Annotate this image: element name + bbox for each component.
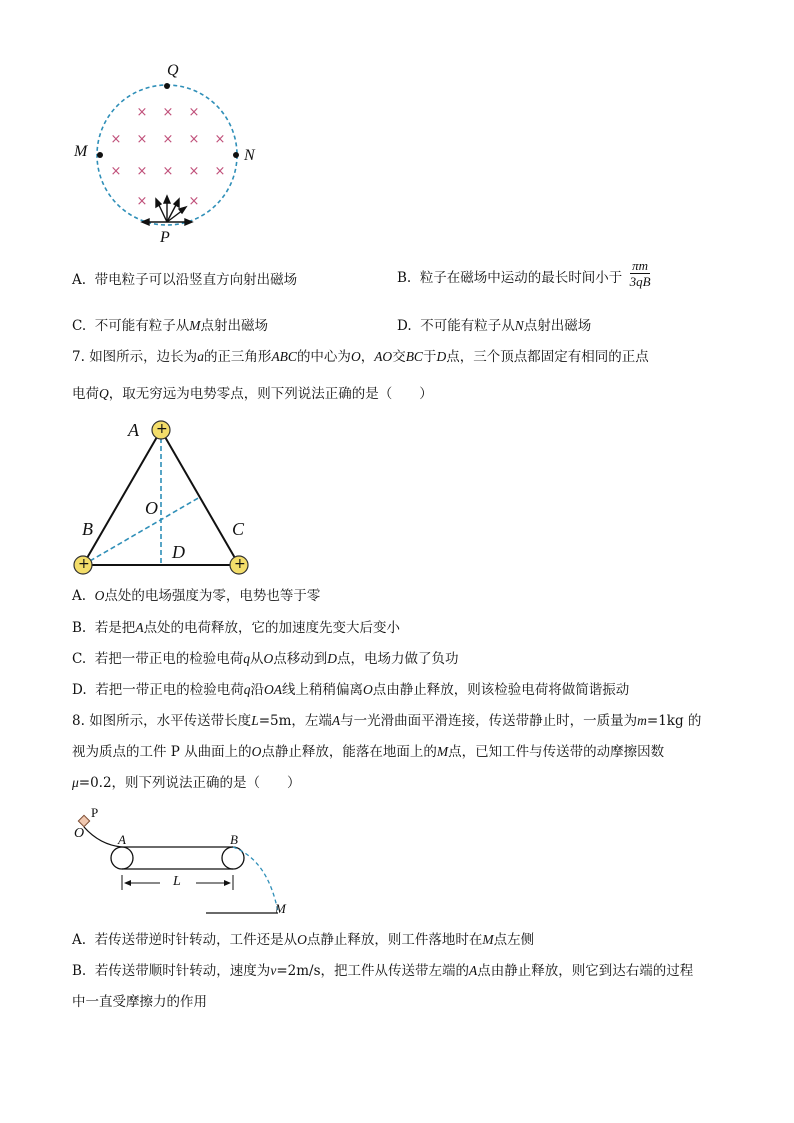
q6-option-d[interactable]: D. 不可能有粒子从N点射出磁场 xyxy=(397,318,592,334)
field-cross: × xyxy=(188,132,200,147)
q7-stem-line1: 7. 如图所示，边长为a的正三角形ABC的中心为O，AO交BC于D点，三个顶点都固定有相同的正点 xyxy=(72,349,649,365)
q8-option-b-line2: 中一直受摩擦力的作用 xyxy=(72,994,207,1010)
q7-option-b[interactable]: B. 若是把A点处的电荷释放，它的加速度先变大后变小 xyxy=(72,620,401,636)
field-cross: × xyxy=(214,132,226,147)
field-cross: × xyxy=(162,164,174,179)
pulley-left xyxy=(111,847,133,869)
label-c: C xyxy=(232,519,245,539)
q6-option-a[interactable]: A. 带电粒子可以沿竖直方向射出磁场 xyxy=(72,272,298,288)
field-cross: × xyxy=(162,132,174,147)
q7-option-c[interactable]: C. 若把一带正电的检验电荷q从O点移动到D点，电场力做了负功 xyxy=(72,651,459,667)
field-cross: × xyxy=(188,164,200,179)
trajectory xyxy=(233,847,278,912)
label-a: A xyxy=(128,420,139,440)
label-p-conveyor: P xyxy=(91,805,99,820)
field-cross: × xyxy=(136,132,148,147)
label-n: N xyxy=(244,147,255,164)
label-d: D xyxy=(172,542,185,562)
smooth-curve xyxy=(84,827,122,847)
label-b: B xyxy=(82,519,93,539)
field-cross: × xyxy=(188,194,200,209)
q6-option-c[interactable]: C. 不可能有粒子从M点射出磁场 xyxy=(72,318,268,334)
label-m: M xyxy=(74,143,88,160)
label-o-conveyor: O xyxy=(74,826,85,841)
label-q: Q xyxy=(167,62,179,79)
label-o: O xyxy=(145,498,158,518)
q6-option-b[interactable]: B. 粒子在磁场中运动的最长时间小于 $\frac{\pi m}{3qB}$ xyxy=(397,258,651,289)
q8-stem-line3: μ=0.2，则下列说法正确的是（ ） xyxy=(72,775,301,791)
q7-option-a[interactable]: A. O点处的电场强度为零，电势也等于零 xyxy=(72,588,321,604)
field-cross: × xyxy=(136,194,148,209)
q8-option-a[interactable]: A. 若传送带逆时针转动，工件还是从O点静止释放，则工件落地时在M点左侧 xyxy=(72,932,535,948)
label-l-conveyor: L xyxy=(173,874,181,889)
q8-stem-line2: 视为质点的工件 P 从曲面上的O点静止释放，能落在地面上的M点，已知工件与传送带的动摩擦因数 xyxy=(72,744,665,760)
field-cross: × xyxy=(136,164,148,179)
field-cross: × xyxy=(188,105,200,120)
field-cross: × xyxy=(110,132,122,147)
charge-a-sign: + xyxy=(156,421,168,437)
fraction-pi-m-over-3qb: $\frac{\pi m}{3qB}$ xyxy=(629,258,651,289)
field-cross: × xyxy=(136,105,148,120)
label-a-conveyor: A xyxy=(118,832,126,847)
charge-c-sign: + xyxy=(234,556,246,572)
q8-stem-line1: 8. 如图所示，水平传送带长度L=5m，左端A与一光滑曲面平滑连接，传送带静止时，一质量为m=1kg 的 xyxy=(72,713,702,729)
label-m-conveyor: M xyxy=(275,901,286,916)
charge-b-sign: + xyxy=(78,556,90,572)
field-cross: × xyxy=(214,164,226,179)
q7-stem-line2: 电荷Q，取无穷远为电势零点，则下列说法正确的是（ ） xyxy=(72,386,433,402)
field-cross: × xyxy=(162,105,174,120)
workpiece-p xyxy=(78,815,89,826)
label-b-conveyor: B xyxy=(230,832,238,847)
label-p: P xyxy=(160,229,170,246)
q8-option-b[interactable]: B. 若传送带顺时针转动，速度为v=2m/s，把工件从传送带左端的A点由静止释放，则它到达右端的过程 xyxy=(72,963,694,979)
field-cross: × xyxy=(110,164,122,179)
q7-option-d[interactable]: D. 若把一带正电的检验电荷q沿OA线上稍稍偏离O点由静止释放，则该检验电荷将做简谐振动 xyxy=(72,682,630,698)
